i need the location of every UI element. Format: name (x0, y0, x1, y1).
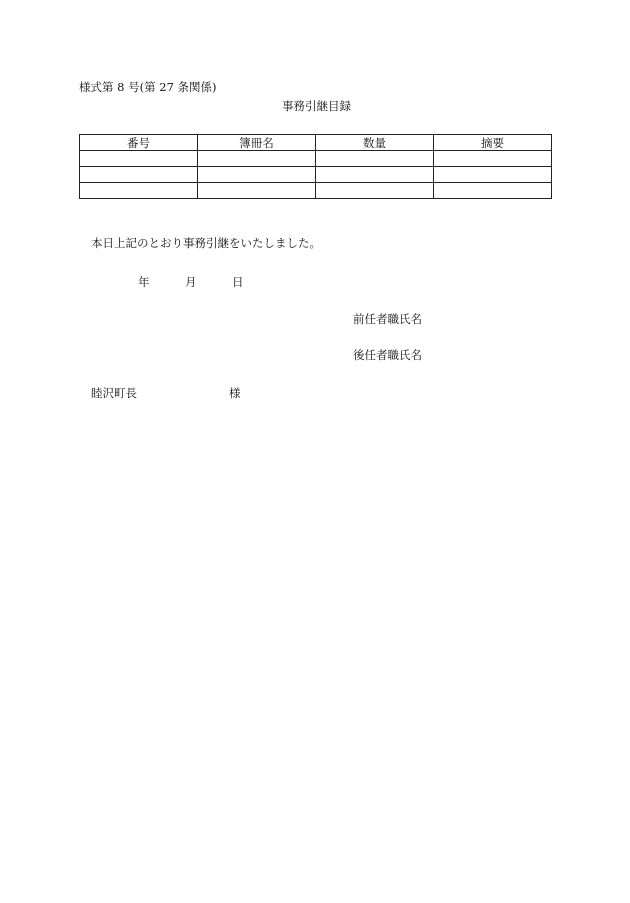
addressee: 睦沢町長 (91, 386, 137, 400)
table-cell (316, 183, 434, 199)
table-cell (434, 167, 552, 183)
table-row (80, 151, 552, 167)
form-number: 様式第 8 号(第 27 条関係) (79, 80, 217, 94)
column-header-number: 番号 (80, 135, 198, 151)
addressee-honorific: 様 (229, 386, 241, 400)
table-cell (80, 151, 198, 167)
table-cell (434, 151, 552, 167)
handover-statement: 本日上記のとおり事務引継をいたしました。 (91, 236, 321, 250)
table-row (80, 183, 552, 199)
document-title: 事務引継目録 (282, 99, 351, 113)
table-cell (80, 183, 198, 199)
table-cell (80, 167, 198, 183)
column-header-quantity: 数量 (316, 135, 434, 151)
column-header-remarks: 摘要 (434, 135, 552, 151)
table-cell (316, 167, 434, 183)
table-cell (434, 183, 552, 199)
table-cell (198, 151, 316, 167)
successor-officer-label: 後任者職氏名 (353, 348, 422, 362)
table-cell (198, 183, 316, 199)
handover-register-table (79, 134, 552, 199)
table-cell (198, 167, 316, 183)
date-year-label: 年 (138, 275, 150, 289)
table-row (80, 167, 552, 183)
table-header-row (80, 135, 552, 151)
date-month-label: 月 (185, 275, 197, 289)
previous-officer-label: 前任者職氏名 (353, 312, 422, 326)
column-header-register-name: 簿冊名 (198, 135, 316, 151)
table-cell (316, 151, 434, 167)
date-day-label: 日 (232, 275, 244, 289)
